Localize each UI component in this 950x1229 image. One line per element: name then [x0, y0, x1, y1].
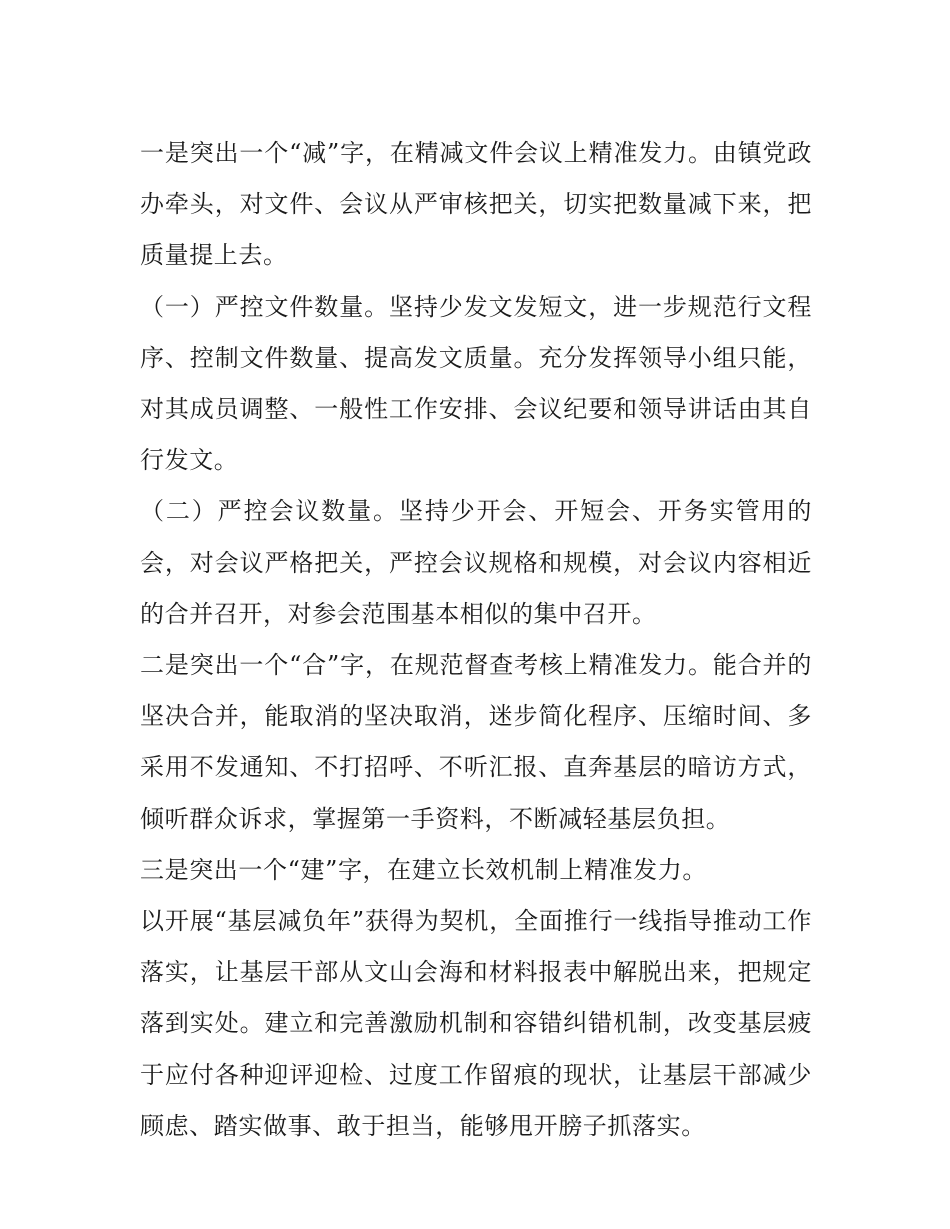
paragraph-reduce: 一是突出一个“减”字，在精减文件会议上精准发力。由镇党政办牵头，对文件、会议从严审核把关，切实把数量减下来，把质量提上去。 — [140, 139, 812, 270]
paragraph-build: 三是突出一个“建”字，在建立长效机制上精准发力。 — [140, 855, 707, 884]
paragraph-grassroots: 以开展“基层减负年”获得为契机，全面推行一线指导推动工作落实，让基层干部从文山会海和材料报表中解脱出来，把规定落到实处。建立和完善激励机制和容错纠错机制，改变基层疲于应付各种迎评迎检、过度工作留痕的现状，让基层干部减少顾虑、踏实做事、敢于担当，能够甩开膀子抓落实。 — [140, 907, 812, 1140]
paragraph-control-meetings: （二）严控会议数量。坚持少开会、开短会、开务实管用的会，对会议严格把关，严控会议规格和规模，对会议内容相近的合并召开，对参会范围基本相似的集中召开。 — [140, 497, 812, 628]
document-body — [140, 128, 812, 1152]
paragraph-merge: 二是突出一个“合”字，在规范督查考核上精准发力。能合并的坚决合并，能取消的坚决取消，迷步简化程序、压缩时间、多采用不发通知、不打招呼、不听汇报、直奔基层的暗访方式，倾听群众诉求，掌握第一手资料，不断减轻基层负担。 — [140, 651, 812, 833]
paragraph-control-documents: （一）严控文件数量。坚持少发文发短文，进一步规范行文程序、控制文件数量、提高发文质量。充分发挥领导小组只能，对其成员调整、一般性工作安排、会议纪要和领导讲话由其自行发文。 — [140, 292, 812, 475]
